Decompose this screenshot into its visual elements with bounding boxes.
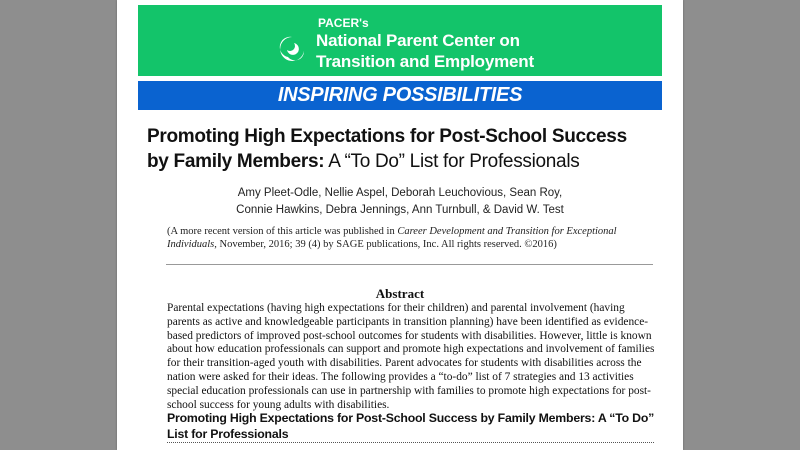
pacer-banner (138, 5, 662, 76)
authors-line2: Connie Hawkins, Debra Jennings, Ann Turnbull, & David W. Test (236, 204, 564, 216)
tagline-banner: INSPIRING POSSIBILITIES (138, 81, 662, 110)
dotted-divider (167, 442, 654, 443)
title-bold-part1: Promoting High Expectations for Post-School Success (147, 126, 627, 147)
title-bold-part2: by Family Members: (147, 151, 325, 172)
section-heading: Promoting High Expectations for Post-School Success by Family Members: A “To Do” List for Professionals (167, 411, 655, 441)
note-suffix: , November, 2016; 39 (4) by SAGE publications, Inc. All rights reserved. ©2016) (214, 239, 557, 250)
authors-line1: Amy Pleet-Odle, Nellie Aspel, Deborah Leuchovious, Sean Roy, (237, 187, 563, 199)
journal-name: Career Development and Transition for Exceptional Individuals (167, 226, 617, 250)
org-name-line1: National Parent Center on (316, 31, 520, 50)
abstract-heading: Abstract (375, 286, 425, 301)
org-prefix: PACER's (318, 16, 369, 30)
document-page (117, 0, 683, 450)
abstract-text: Parental expectations (having high expectations for their children) and parental involvement (having parents as active and knowledgeable participants in transition planning) have been identified as evidence-based predictors of improved post-school outcomes for students with disabilities. However, little is known about how education professionals can support and promote high expectations and involvement of families for their transition-aged youth with disabilities. Parent advocates for students with disabilities across the nation were asked for their ideas. The following provides a “to-do” list of 7 strategies and 13 activities special education professionals can use in partnership with families to promote high expectations for post-school success for young adults with disabilities. (167, 302, 655, 411)
publication-note (167, 225, 667, 251)
authors (117, 185, 683, 219)
title-rest: A “To Do” List for Professionals (324, 151, 580, 172)
divider (166, 264, 653, 265)
org-name-line2: Transition and Employment (316, 52, 534, 71)
pacer-logo-icon (278, 35, 306, 63)
note-prefix: (A more recent version of this article was published in (167, 226, 398, 237)
article-title (147, 124, 667, 174)
